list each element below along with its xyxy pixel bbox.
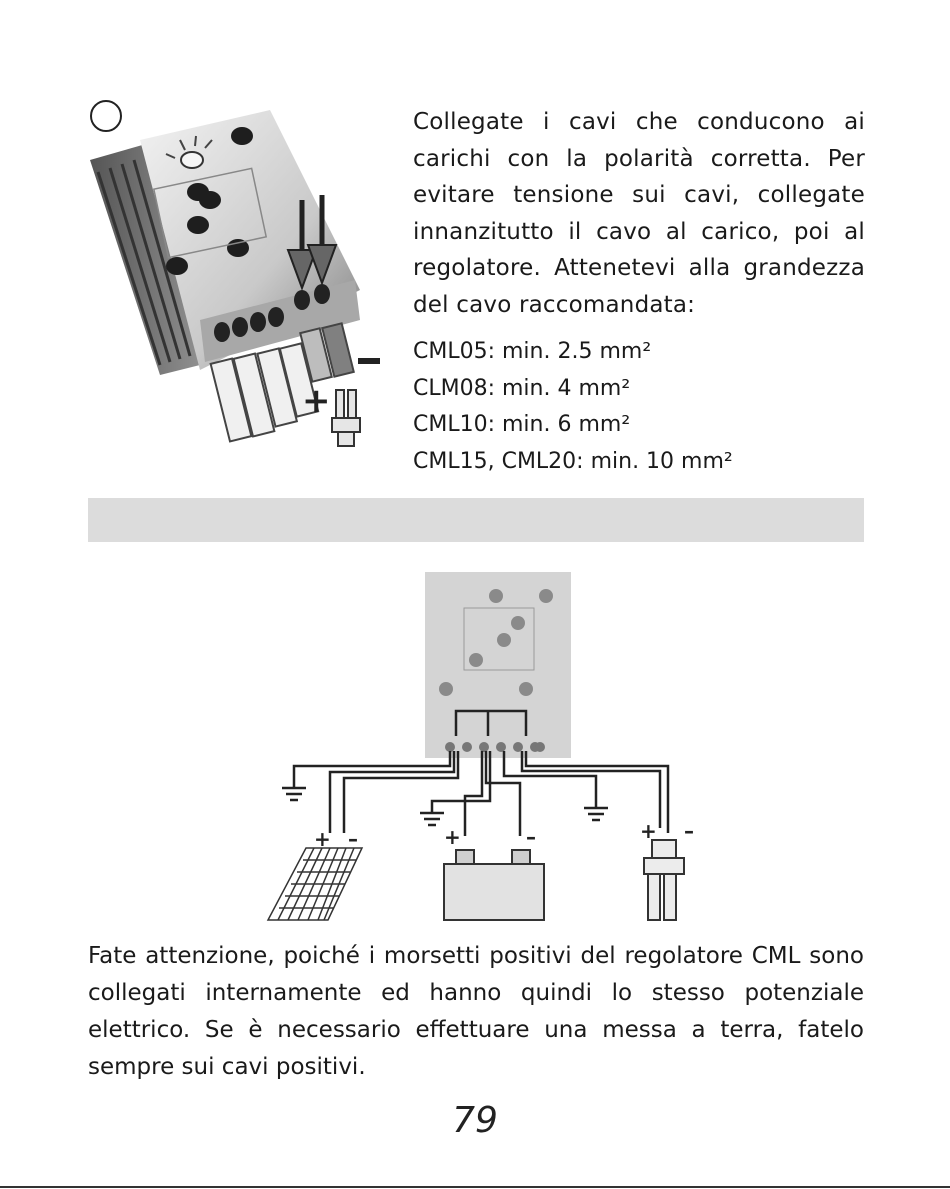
footer-rule — [0, 1186, 950, 1188]
page-number: 79 — [452, 1100, 498, 1141]
lamp-icon — [332, 390, 360, 446]
controller-load-illustration — [80, 100, 410, 480]
panel-plus-sign: + — [314, 827, 331, 851]
cable-size-list — [413, 334, 733, 480]
spec-cml05: CML05: min. 2.5 mm² — [413, 339, 652, 364]
battery-minus-sign: – — [526, 825, 536, 849]
intro-paragraph: Collegate i cavi che conducono ai carichi con la polarità corretta. Per evitare tensione sui cavi, collegate innanzitutto il cavo al carico, poi al regolatore. Attenetevi alla grandezza del cavo raccomandata: — [413, 109, 865, 318]
load-minus-sign — [358, 358, 380, 364]
battery-icon — [444, 850, 544, 920]
spec-clm08: CLM08: min. 4 mm² — [413, 375, 631, 401]
spec-cml10: CML10: min. 6 mm² — [413, 412, 631, 437]
spec-cml15-cml20: CML15, CML20: min. 10 mm² — [413, 448, 733, 474]
load-lamp-icon — [644, 840, 684, 920]
solar-panel-icon — [268, 848, 362, 920]
load-plus-sign-wiring: + — [640, 819, 657, 843]
battery-plus-sign: + — [444, 825, 461, 849]
load-minus-sign-wiring: – — [684, 819, 694, 843]
wiring-diagram — [260, 568, 700, 928]
grounding-note: Fate attenzione, poiché i morsetti positivi del regolatore CML sono collegati internamente ed hanno quindi lo stesso potenziale elettrico. Se è necessario effettuare una messa a terra, fatelo sempre sui cavi positivi. — [88, 943, 864, 1080]
panel-minus-sign: – — [348, 827, 358, 851]
intro-text — [413, 104, 865, 323]
section-divider-band — [88, 498, 864, 542]
load-plus-sign: + — [302, 381, 331, 421]
